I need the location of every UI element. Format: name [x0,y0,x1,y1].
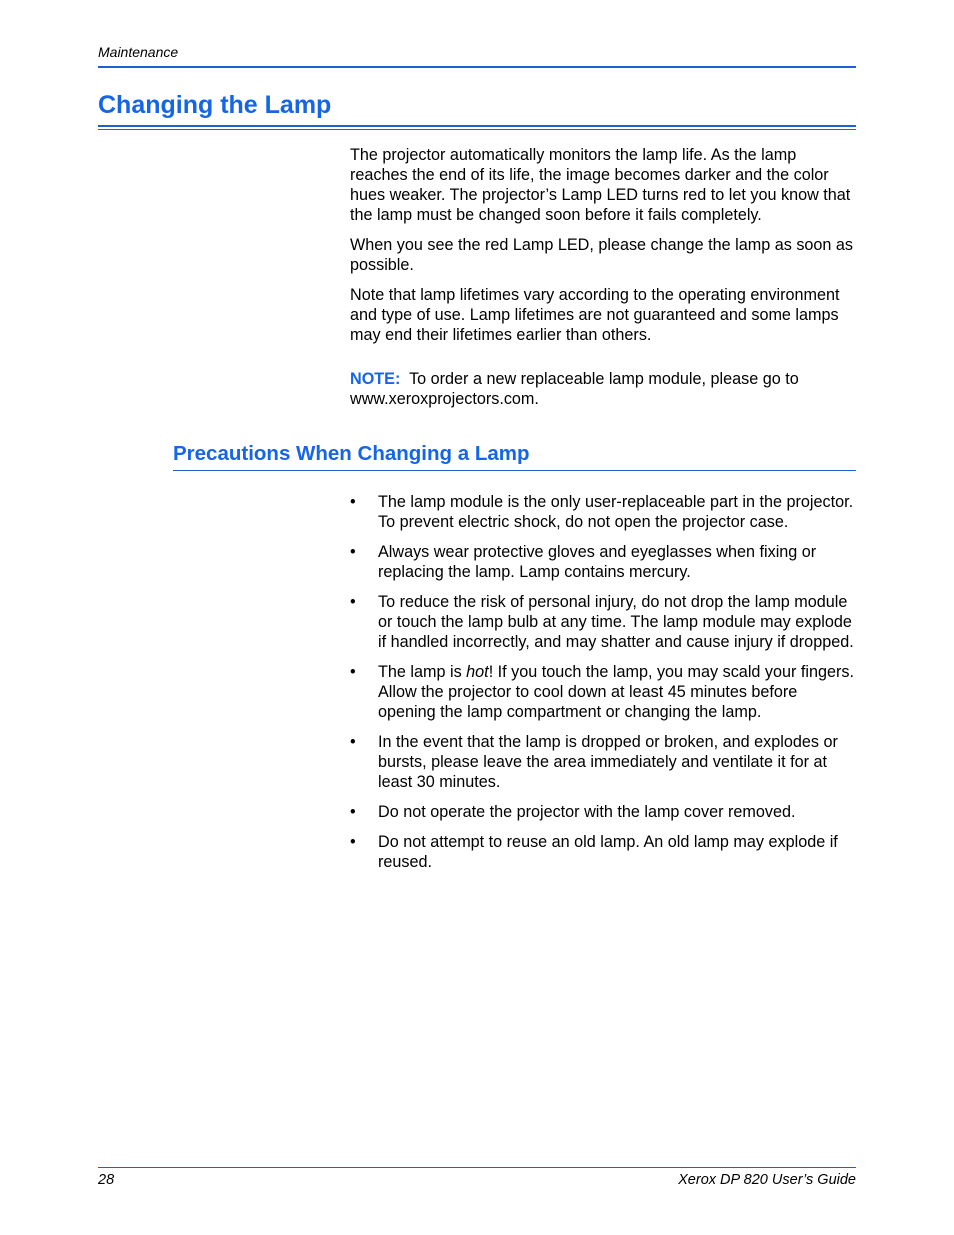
intro-paragraph [350,235,856,275]
list-item [350,492,856,532]
list-item [350,592,856,652]
list-item-text [378,663,854,721]
bullet-icon: • [350,543,356,561]
intro-paragraph [350,145,856,225]
title-rule [98,125,856,127]
precautions-list [350,492,856,882]
paragraph-lifetimes: Note that lamp lifetimes vary according to the operating environment and type of use. Lamp lifetimes are not guaranteed and some lamps may end their lifetimes earlier than others. [350,286,840,344]
list-item-text-end: ! If you touch the lamp, you may scald your fingers. Allow the projector to cool down at least 45 minutes before opening the lamp compartment or changing the lamp. [378,663,854,721]
emphasis-hot: hot [466,663,489,681]
page-number: 28 [98,1172,115,1188]
list-item [350,662,856,722]
bullet-icon: • [350,663,356,681]
bullet-icon: • [350,803,356,821]
bullet-icon: • [350,493,356,511]
list-item [350,542,856,582]
section-rule [173,470,856,471]
header-rule [98,66,856,68]
section-title: Precautions When Changing a Lamp [173,442,530,465]
list-item-text: Do not attempt to reuse an old lamp. An old lamp may explode if reused. [378,833,838,871]
list-item-text: To reduce the risk of personal injury, do not drop the lamp module or touch the lamp bulb at any time. The lamp module may explode if handled incorrectly, and may shatter and cause injury if dropped. [378,593,854,651]
note-label: NOTE: [350,370,401,388]
bullet-icon: • [350,733,356,751]
footer-rule [98,1167,856,1168]
list-item-text: The lamp module is the only user-replaceable part in the projector. To prevent electric shock, do not open the projector case. [378,493,854,531]
paragraph-red-led: When you see the red Lamp LED, please change the lamp as soon as possible. [350,236,854,274]
bullet-icon: • [350,833,356,851]
running-header: Maintenance [98,44,179,60]
paragraph-lamp-monitoring: The projector automatically monitors the lamp life. As the lamp reaches the end of its life, the image becomes darker and the color hues weaker. The projector’s Lamp LED turns red to let you know that the lamp must be changed soon before it fails completely. [350,146,851,224]
intro-paragraph [350,285,856,345]
list-item-text: In the event that the lamp is dropped or broken, and explodes or bursts, please leave the area immediately and ventilate it for at least 30 minutes. [378,733,838,791]
bullet-icon: • [350,593,356,611]
list-item [350,802,856,822]
list-item [350,732,856,792]
note-block [350,369,856,409]
list-item [350,832,856,872]
list-item-text: Do not operate the projector with the lamp cover removed. [378,803,796,821]
list-item-text: Always wear protective gloves and eyeglasses when fixing or replacing the lamp. Lamp contains mercury. [378,543,817,581]
list-item-text-start: The lamp is [378,663,467,681]
guide-title: Xerox DP 820 User’s Guide [678,1172,856,1188]
note-paragraph [350,369,856,409]
title-rule-thin [98,129,856,130]
page-title: Changing the Lamp [98,91,332,119]
note-text: To order a new replaceable lamp module, please go to www.xeroxprojectors.com. [350,370,799,408]
